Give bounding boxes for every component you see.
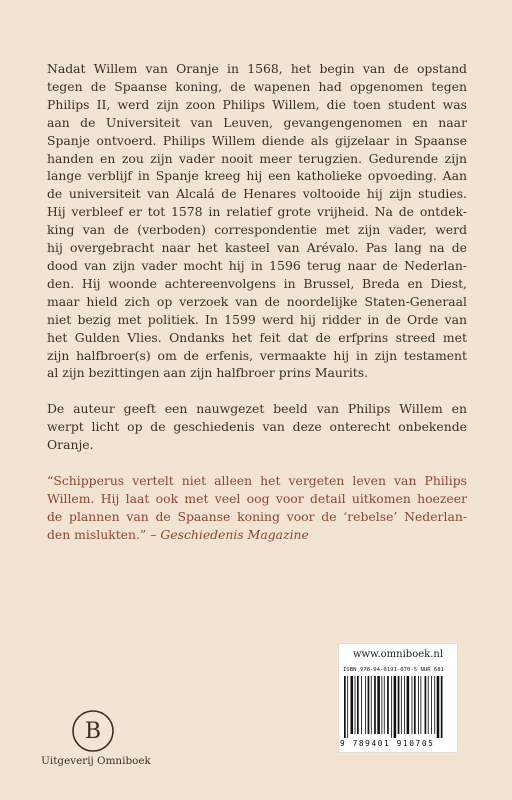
text-line: dood van zijn vader mocht hij in 1596 terug naar de Nederlan-: [47, 257, 467, 273]
barcode-bar: [407, 676, 410, 734]
barcode-bar: [420, 676, 421, 734]
text-line: al zijn bezittingen aan zijn halfbroer prins Maurits.: [47, 365, 369, 381]
barcode-bar: [398, 676, 400, 734]
text-line: het Gulden Vlies. Ondanks het feit dat de erfprins streed met: [47, 329, 467, 345]
barcode-bar: [441, 676, 443, 738]
blurb: [47, 60, 467, 562]
text-line: aan de Universiteit van Leuven, gevangengenomen en naar: [47, 114, 467, 130]
text-line: handen en zou zijn vader nooit meer terugzien. Gedurende zijn: [47, 150, 467, 166]
barcode-bar: [377, 676, 380, 734]
barcode-bar: [414, 676, 416, 734]
text-line: zijn halfbroer(s) om de erfenis, vermaakte hij in zijn testament: [47, 347, 467, 363]
barcode-bar: [412, 676, 413, 734]
barcode-bar: [384, 676, 385, 734]
logo-letter: B: [84, 719, 102, 744]
text-line: niet bezig met politiek. In 1599 werd hij ridder in de Orde van: [47, 311, 467, 327]
barcode-bar: [394, 676, 397, 738]
quote-source: Geschiedenis Magazine: [160, 526, 309, 542]
publisher-name: Uitgeverij Omniboek: [41, 755, 151, 767]
barcode-bar: [361, 676, 362, 734]
text-line: De auteur geeft een nauwgezet beeld van Philips Willem en: [47, 401, 467, 417]
text-line: werpt licht op de geschiedenis van deze onterecht onbekende: [47, 419, 467, 435]
text-line: Hij verbleef er tot 1578 in relatief grote vrijheid. Na de ontdek-: [47, 204, 467, 220]
barcode-bar: [425, 676, 427, 734]
barcode-bar: [387, 676, 389, 734]
barcode-bar: [347, 676, 348, 738]
text-line: hij overgebracht naar het kasteel van Arévalo. Pas lang na de: [47, 240, 467, 256]
quote-line-last: [47, 526, 467, 544]
blurb-paragraph-2: [47, 400, 467, 454]
barcode-bar: [428, 676, 429, 734]
quote-end-text: den mislukten.” –: [47, 526, 157, 542]
barcode-bar: [381, 676, 382, 734]
barcode-digits: 9 789401 910705: [340, 739, 435, 748]
text-line: lange verblijf in Spanje kreeg hij een katholieke opvoeding. Aan: [47, 168, 467, 184]
text-line: Oranje.: [47, 437, 94, 453]
text-line: den. Hij woonde achtereenvolgens in Brussel, Breda en Diest,: [47, 275, 467, 291]
quote-line: de plannen van de Spaanse koning voor de ‘rebelse’ Nederlan-: [47, 508, 467, 524]
blurb-paragraph-1: [47, 60, 467, 382]
text-line: Spanje ontvoerd. Philips Willem diende als gijzelaar in Spaanse: [47, 132, 467, 148]
barcode-bar: [374, 676, 376, 734]
publisher-logo-icon: [70, 708, 116, 754]
barcode-bar: [368, 676, 370, 734]
quote-line: Willem. Hij laat ook met veel oog voor detail uitkomen hoezeer: [47, 490, 467, 506]
text-line: king van de (verboden) correspondentie met zijn vader, werd: [47, 222, 467, 238]
barcode-bar: [418, 676, 419, 734]
publisher-website: www.omniboek.nl: [352, 649, 444, 660]
barcode-bar: [391, 676, 392, 738]
text-line: tegen de Spaanse koning, de wapenen had opgenomen tegen: [47, 78, 467, 94]
barcode-bar: [404, 676, 405, 734]
review-quote: [47, 472, 467, 544]
barcode-bar: [351, 676, 354, 734]
barcode-bar: [431, 676, 432, 734]
barcode-bar: [344, 676, 346, 738]
barcode-bar: [357, 676, 359, 734]
isbn-label: ISBN 978-94-0191-070-5 NUR 681: [343, 667, 445, 673]
barcode-bar: [437, 676, 440, 738]
barcode-bar: [401, 676, 402, 734]
barcode-bar: [434, 676, 435, 734]
quote-line: “Schipperus vertelt niet alleen het vergeten leven van Philips: [47, 473, 467, 489]
barcode-bar: [371, 676, 372, 734]
barcode-bars: [344, 676, 452, 738]
text-line: de universiteit van Alcalá de Henares voltooide hij zijn studies.: [47, 186, 467, 202]
barcode-bar: [355, 676, 356, 734]
text-line: maar hield zich op verzoek van de noordelijke Staten-Generaal: [47, 293, 467, 309]
barcode-bar: [365, 676, 366, 734]
text-line: Nadat Willem van Oranje in 1568, het begin van de opstand: [47, 61, 467, 76]
text-line: Philips II, werd zijn zoon Philips Willem, die toen student was: [47, 96, 467, 112]
barcode-panel: [338, 643, 458, 753]
